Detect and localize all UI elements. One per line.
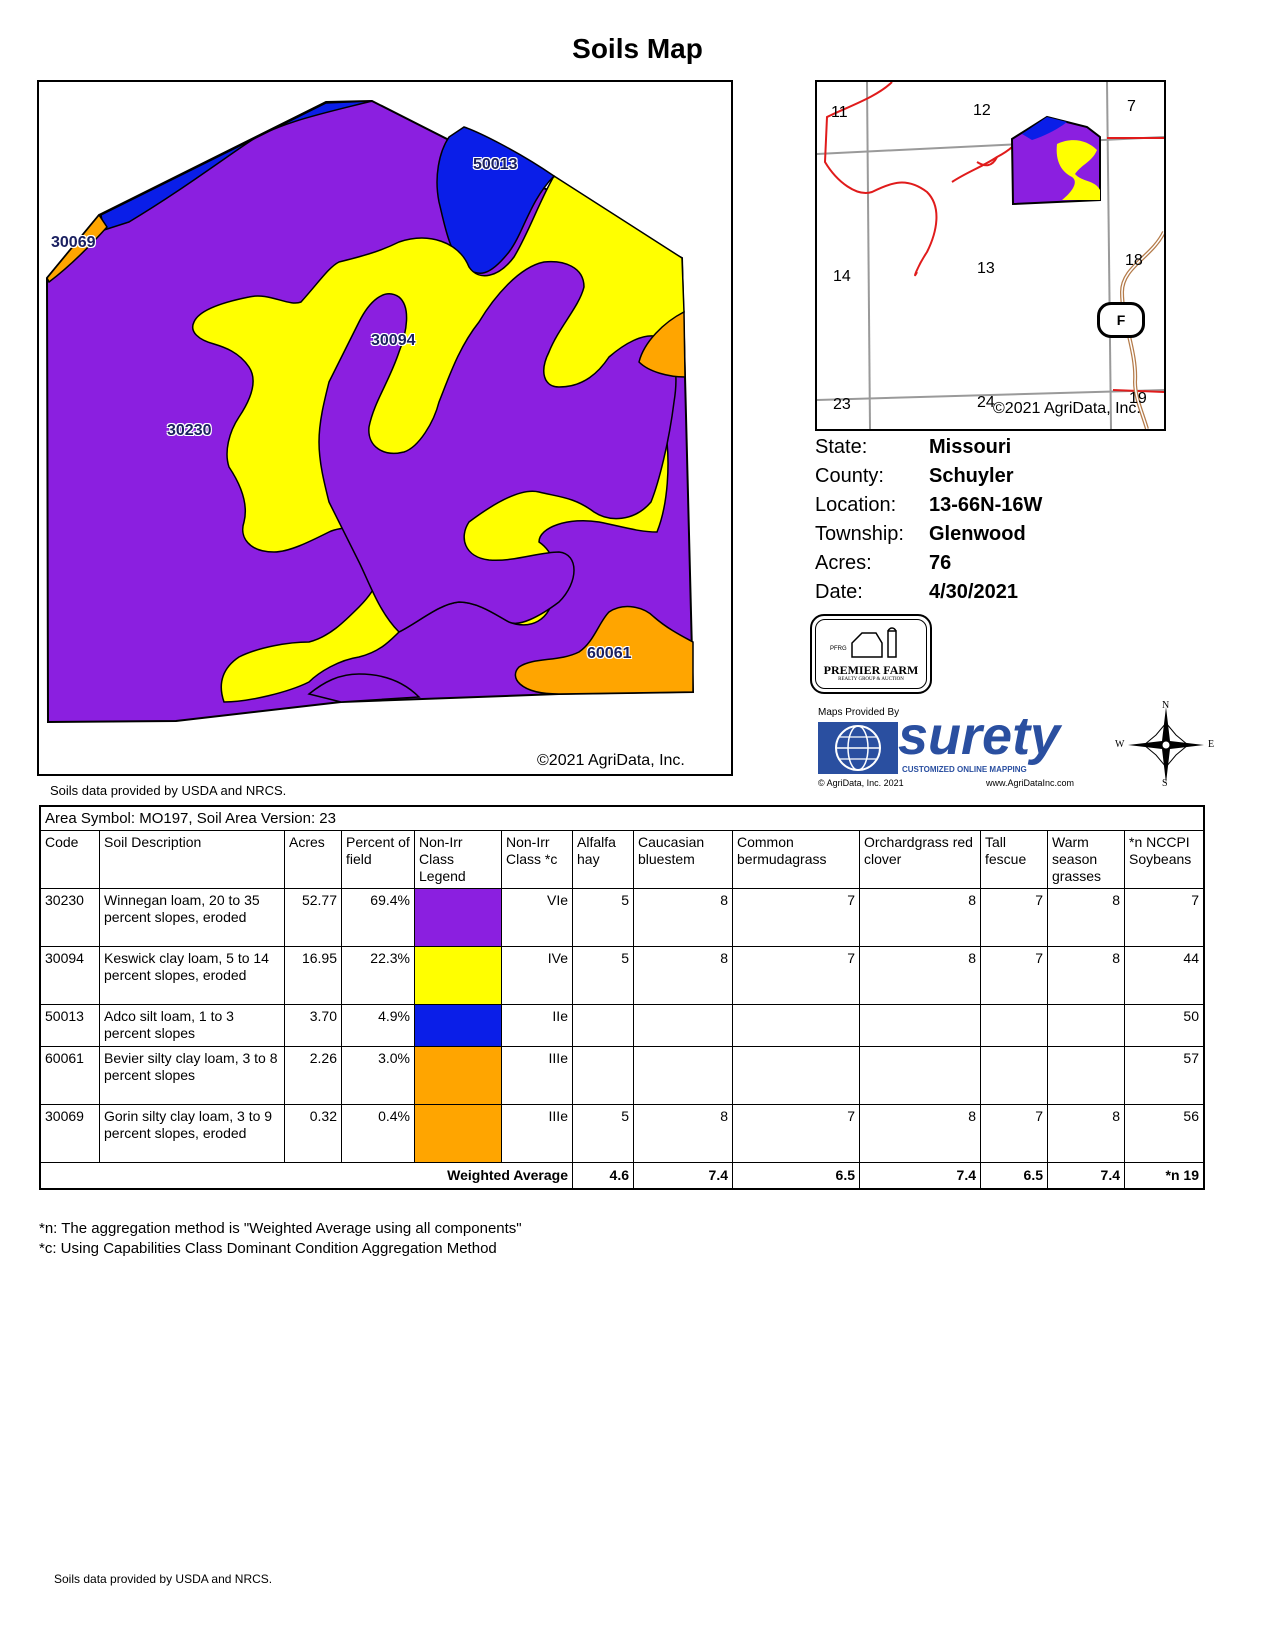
cell-caucasian: 8	[634, 889, 733, 947]
cell-warm: 8	[1048, 947, 1125, 1005]
section-19: 19	[1129, 390, 1147, 407]
cell-warm	[1048, 1047, 1125, 1105]
weighted-warm: 7.4	[1048, 1163, 1125, 1190]
cell-acres: 2.26	[285, 1047, 342, 1105]
maps-provided-by: Maps Provided By	[818, 707, 900, 718]
surety-copyright: © AgriData, Inc. 2021	[818, 778, 904, 788]
cell-caucasian: 8	[634, 1105, 733, 1163]
cell-caucasian	[634, 1005, 733, 1047]
info-state: State: Missouri	[815, 436, 1012, 458]
compass-e: E	[1208, 739, 1215, 750]
cell-nccpi: 50	[1125, 1005, 1205, 1047]
premier-farm-name: PREMIER FARM	[823, 663, 919, 677]
table-row	[40, 1105, 1204, 1163]
section-12: 12	[973, 102, 991, 119]
weighted-alfalfa: 4.6	[573, 1163, 634, 1190]
cell-nccpi: 44	[1125, 947, 1205, 1005]
cell-bermuda: 7	[733, 889, 860, 947]
area-symbol-row	[40, 806, 1204, 831]
header-orchard: Orchardgrass red clover	[860, 831, 981, 889]
cell-legend-swatch	[415, 947, 502, 1005]
compass-w: W	[1115, 739, 1125, 750]
header-class: Non-Irr Class *c	[502, 831, 573, 889]
weighted-orchard: 7.4	[860, 1163, 981, 1190]
cell-bermuda	[733, 1047, 860, 1105]
section-11: 11	[831, 104, 848, 121]
locator-map-svg	[817, 82, 1164, 429]
cell-alfalfa: 5	[573, 1105, 634, 1163]
cell-code: 30230	[40, 889, 100, 947]
cell-description: Gorin silty clay loam, 3 to 9 percent slopes, eroded	[100, 1105, 285, 1163]
cell-fescue: 7	[981, 947, 1048, 1005]
cell-code: 50013	[40, 1005, 100, 1047]
cell-caucasian: 8	[634, 947, 733, 1005]
table-row	[40, 889, 1204, 947]
weighted-fescue: 6.5	[981, 1163, 1048, 1190]
compass-n: N	[1162, 700, 1170, 711]
cell-alfalfa	[573, 1047, 634, 1105]
header-percent: Percent of field	[342, 831, 415, 889]
cell-percent: 69.4%	[342, 889, 415, 947]
soil-label-50013: 50013	[473, 156, 518, 173]
highway-f-shield: F	[1097, 302, 1145, 338]
info-date: Date: 4/30/2021	[815, 581, 1018, 603]
cell-class: IIe	[502, 1005, 573, 1047]
cell-legend-swatch	[415, 1105, 502, 1163]
area-symbol: Area Symbol: MO197, Soil Area Version: 23	[40, 806, 1204, 831]
soils-map	[37, 80, 733, 776]
cell-legend-swatch	[415, 1005, 502, 1047]
cell-percent: 22.3%	[342, 947, 415, 1005]
locator-copyright: ©2021 AgriData, Inc.	[993, 400, 1141, 417]
header-alfalfa: Alfalfa hay	[573, 831, 634, 889]
header-acres: Acres	[285, 831, 342, 889]
page-title: Soils Map	[572, 33, 703, 64]
soil-label-30230: 30230	[167, 422, 212, 439]
premier-farm-sub: REALTY GROUP & AUCTION	[838, 677, 904, 682]
note-n: *n: The aggregation method is "Weighted Average using all components"	[39, 1220, 522, 1237]
cell-alfalfa	[573, 1005, 634, 1047]
globe-icon	[818, 722, 898, 774]
data-credit-footer: Soils data provided by USDA and NRCS.	[54, 1572, 273, 1586]
cell-orchard	[860, 1005, 981, 1047]
cell-percent: 4.9%	[342, 1005, 415, 1047]
cell-fescue	[981, 1047, 1048, 1105]
table-row	[40, 947, 1204, 1005]
header-caucasian: Caucasian bluestem	[634, 831, 733, 889]
cell-description: Winnegan loam, 20 to 35 percent slopes, eroded	[100, 889, 285, 947]
cell-code: 30094	[40, 947, 100, 1005]
header-warm: Warm season grasses	[1048, 831, 1125, 889]
cell-class: IIIe	[502, 1105, 573, 1163]
cell-alfalfa: 5	[573, 947, 634, 1005]
section-13: 13	[977, 260, 995, 277]
header-bermuda: Common bermudagrass	[733, 831, 860, 889]
weighted-caucasian: 7.4	[634, 1163, 733, 1190]
cell-nccpi: 56	[1125, 1105, 1205, 1163]
table-row	[40, 1047, 1204, 1105]
header-nccpi: *n NCCPI Soybeans	[1125, 831, 1205, 889]
cell-legend-swatch	[415, 889, 502, 947]
weighted-average-row	[40, 1163, 1204, 1190]
section-7: 7	[1127, 98, 1136, 115]
section-14: 14	[833, 268, 851, 285]
cell-description: Keswick clay loam, 5 to 14 percent slopes, eroded	[100, 947, 285, 1005]
cell-acres: 0.32	[285, 1105, 342, 1163]
cell-bermuda: 7	[733, 947, 860, 1005]
cell-acres: 52.77	[285, 889, 342, 947]
data-credit: Soils data provided by USDA and NRCS.	[50, 783, 287, 798]
cell-warm: 8	[1048, 1105, 1125, 1163]
compass-rose-icon	[1124, 703, 1208, 787]
header-code: Code	[40, 831, 100, 889]
cell-nccpi: 57	[1125, 1047, 1205, 1105]
info-township: Township: Glenwood	[815, 523, 1026, 545]
cell-nccpi: 7	[1125, 889, 1205, 947]
cell-acres: 3.70	[285, 1005, 342, 1047]
cell-caucasian	[634, 1047, 733, 1105]
surety-wordmark: surety	[898, 706, 1061, 766]
surety-url: www.AgriDataInc.com	[986, 778, 1075, 788]
cell-legend-swatch	[415, 1047, 502, 1105]
surety-tagline: CUSTOMIZED ONLINE MAPPING	[902, 765, 1027, 774]
pfrg-badge: PFRG	[830, 646, 847, 652]
info-location: Location: 13-66N-16W	[815, 494, 1043, 516]
cell-description: Bevier silty clay loam, 3 to 8 percent slopes	[100, 1047, 285, 1105]
cell-code: 30069	[40, 1105, 100, 1163]
info-county: County: Schuyler	[815, 465, 1014, 487]
soil-label-30069: 30069	[51, 234, 96, 251]
soils-table	[39, 805, 1205, 1190]
note-c: *c: Using Capabilities Class Dominant Condition Aggregation Method	[39, 1240, 497, 1257]
barn-icon	[848, 627, 908, 661]
locator-map	[815, 80, 1166, 431]
cell-code: 60061	[40, 1047, 100, 1105]
table-header-row	[40, 831, 1204, 889]
section-18: 18	[1125, 252, 1143, 269]
cell-orchard: 8	[860, 1105, 981, 1163]
weighted-nccpi: *n 19	[1125, 1163, 1205, 1190]
cell-orchard: 8	[860, 889, 981, 947]
section-23: 23	[833, 396, 851, 413]
header-legend: Non-Irr Class Legend	[415, 831, 502, 889]
cell-orchard	[860, 1047, 981, 1105]
section-24: 24	[977, 394, 995, 411]
cell-bermuda	[733, 1005, 860, 1047]
soil-label-30094: 30094	[371, 332, 416, 349]
table-row	[40, 1005, 1204, 1047]
cell-warm: 8	[1048, 889, 1125, 947]
cell-alfalfa: 5	[573, 889, 634, 947]
cell-class: IIIe	[502, 1047, 573, 1105]
cell-orchard: 8	[860, 947, 981, 1005]
soil-label-60061: 60061	[587, 645, 632, 662]
cell-acres: 16.95	[285, 947, 342, 1005]
header-fescue: Tall fescue	[981, 831, 1048, 889]
compass-s: S	[1162, 778, 1168, 789]
cell-bermuda: 7	[733, 1105, 860, 1163]
weighted-average-label: Weighted Average	[40, 1163, 573, 1190]
cell-description: Adco silt loam, 1 to 3 percent slopes	[100, 1005, 285, 1047]
cell-percent: 0.4%	[342, 1105, 415, 1163]
info-acres: Acres: 76	[815, 552, 952, 574]
map-copyright: ©2021 AgriData, Inc.	[537, 752, 685, 769]
cell-warm	[1048, 1005, 1125, 1047]
cell-fescue: 7	[981, 889, 1048, 947]
header-description: Soil Description	[100, 831, 285, 889]
weighted-bermuda: 6.5	[733, 1163, 860, 1190]
cell-percent: 3.0%	[342, 1047, 415, 1105]
cell-class: VIe	[502, 889, 573, 947]
cell-fescue	[981, 1005, 1048, 1047]
soils-map-svg	[39, 82, 731, 774]
cell-fescue: 7	[981, 1105, 1048, 1163]
cell-class: IVe	[502, 947, 573, 1005]
